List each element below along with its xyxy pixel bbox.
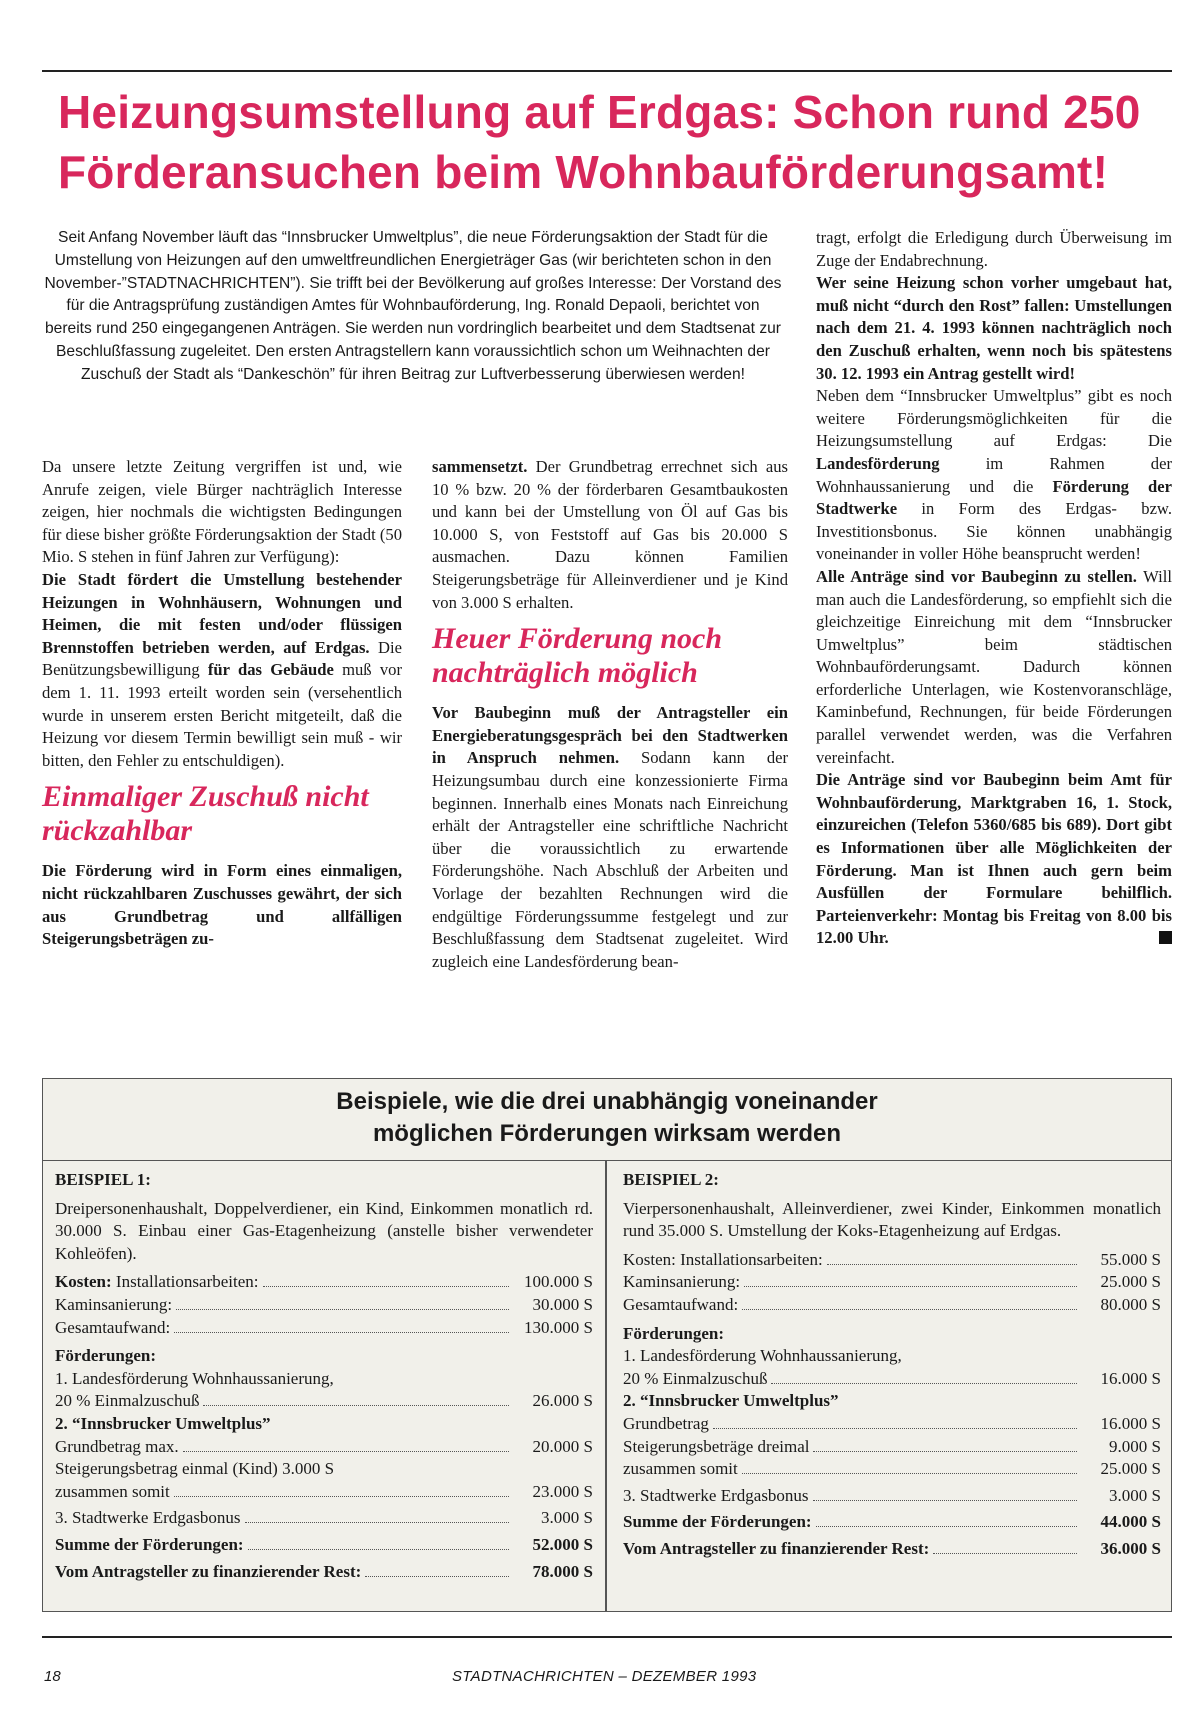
subheading: Heuer Förderung noch nachträglich möglich [432, 622, 723, 690]
subsidy-heading: 2. “Innsbrucker Umweltplus” [623, 1391, 839, 1411]
column-divider [605, 1161, 607, 1611]
rest-amount: 36.000 S [1100, 1538, 1161, 1558]
example-2 [623, 1169, 1161, 1561]
paragraph [432, 456, 788, 614]
page-number: 18 [44, 1668, 61, 1685]
paragraph [816, 385, 1172, 566]
subsidy-label: 1. Landesförderung Wohnhaussanierung, [623, 1346, 902, 1366]
text: Neben dem “Innsbrucker Umweltplus” gibt es noch weitere Förderungsmöglichkeiten für die Heizungsumstellung auf Erdgas: Die [816, 386, 1172, 451]
subsidy-row [623, 1458, 1161, 1481]
subsidy-label: Steigerungsbeträge dreimal [623, 1436, 810, 1456]
bold-text: Förderung der Stadtwerke [816, 476, 1172, 519]
end-mark-icon [1159, 931, 1172, 944]
text: muß vor dem [42, 660, 402, 702]
example-1 [55, 1169, 593, 1583]
date-text: 1. 11. 1993 [78, 682, 161, 702]
bold-text: Die Stadt fördert die Umstellung bestehender Heizungen in Wohnhäusern, Wohnungen und Heimen, die mit festen und/oder flüssigen Brennstoffen betrieben werden, auf Erdgas. [42, 569, 402, 657]
subsidy-label: 20 % Einmalzuschuß [55, 1391, 200, 1411]
cost-amount: 30.000 S [532, 1294, 593, 1314]
cost-row [623, 1249, 1161, 1272]
article-column-2 [432, 456, 788, 973]
bold-text: Die Anträge sind vor Baubeginn beim Amt für Wohnbauförderung, Marktgraben 16, 1. Stock, einzureichen (Telefon 5360/685 bis 689). Dort gibt es Informationen über alle Möglichkeiten der Förderung. Man ist Ihnen auch gern beim Ausfüllen der Formulare behilflich. Parteienverkehr: Montag bis Freitag von 8.00 bis 12.00 Uhr. [816, 770, 1172, 948]
subsidy-label: 3. Stadtwerke Erdgasbonus [55, 1508, 241, 1528]
text: im Rahmen der Wohnhaussanierung und die [816, 453, 1172, 496]
cost-row [55, 1317, 593, 1340]
sum-label: Summe der Förderungen: [55, 1534, 244, 1554]
paragraph [816, 566, 1172, 769]
example-description: Vierpersonenhaushalt, Alleinverdiener, zwei Kinder, Einkommen monatlich rund 35.000 S. Umstellung der Koks-Etagenheizung auf Erdgas. [623, 1198, 1161, 1241]
cost-row [55, 1294, 593, 1317]
subsidies-heading: Förderungen: [623, 1323, 725, 1343]
publication-footer: STADTNACHRICHTEN – DEZEMBER 1993 [452, 1668, 757, 1685]
bold-text: Die Förderung wird in Form eines einmaligen, nicht rückzahlbaren Zuschusses gewährt, der sich aus Grundbetrag und allfälligen Steigerungsbeträgen zu- [42, 861, 402, 949]
bold-text: Alle Anträge sind vor Baubeginn zu stellen. [816, 566, 1137, 586]
bottom-rule [42, 1636, 1172, 1638]
cost-label-bold: Kosten: [55, 1272, 112, 1292]
subsidy-amount: 16.000 S [1100, 1413, 1161, 1433]
rest-label: Vom Antragsteller zu finanzierender Rest: [623, 1538, 930, 1558]
example-heading: BEISPIEL 2: [623, 1170, 719, 1189]
example-description: Dreipersonenhaushalt, Doppelverdiener, ein Kind, Einkommen monatlich rd. 30.000 S. Einbau einer Gas-Etagenheizung (anstelle bisher verwendeter Kohleöfen). [55, 1198, 593, 1263]
subsidy-label: Steigerungsbetrag einmal (Kind) 3.000 S [55, 1459, 335, 1479]
article-column-1 [42, 456, 402, 951]
subsidy-label: zusammen somit [55, 1481, 170, 1501]
subsidy-amount: 3.000 S [1109, 1485, 1161, 1505]
cost-label: Kaminsanierung: [623, 1272, 741, 1292]
subsidy-row [623, 1436, 1161, 1459]
rest-amount: 78.000 S [532, 1561, 593, 1581]
subsidy-row [55, 1436, 593, 1459]
paragraph [42, 860, 402, 950]
subsidy-row [623, 1413, 1161, 1436]
subsidy-amount: 25.000 S [1100, 1459, 1161, 1479]
cost-label: Kosten: Installationsarbeiten: [623, 1249, 823, 1269]
headline-line-1: Heizungsumstellung auf Erdgas: Schon rund 250 [58, 86, 1141, 138]
cost-row [623, 1271, 1161, 1294]
paragraph [816, 272, 1172, 385]
subsidy-row [55, 1507, 593, 1530]
subsidy-amount: 26.000 S [532, 1391, 593, 1411]
examples-title-line-1: Beispiele, wie die drei unabhängig voneinander [336, 1088, 878, 1115]
bold-text: Wer seine Heizung schon vorher umgebaut hat, muß nicht “durch den Rost” fallen: Umstellungen nach dem 21. 4. 1993 können nachträglich noch den Zuschuß erhalten, wenn noch bis spätestens 30. 12. 1993 ein Antrag gestellt wird! [816, 273, 1172, 383]
cost-label: Installationsarbeiten: [111, 1272, 259, 1292]
headline [58, 82, 1168, 202]
text: Will man auch die Landesförderung, so empfiehlt sich die gleichzeitige Einreichung mit dem “Innsbrucker Umweltplus” beim städtischen Wohnbauförderungsamt. Dadurch können erforderliche Unterlagen, wie Kostenvoranschläge, Kaminbefund, Rechnungen, für beide Förderungen parallel verwendet werden, was die Verfahren vereinfacht. [816, 566, 1172, 767]
rest-row [55, 1561, 593, 1584]
bold-text: sammensetzt. [432, 457, 528, 476]
subsidy-label: 20 % Einmalzuschuß [623, 1368, 768, 1388]
subsidies-heading: Förderungen: [55, 1346, 157, 1366]
cost-label: Gesamtaufwand: [55, 1317, 171, 1337]
cost-row [55, 1271, 593, 1294]
sum-row [623, 1511, 1161, 1534]
cost-label: Kaminsanierung: [55, 1294, 173, 1314]
bold-text: Vor Baubeginn muß der Antragsteller ein Energieberatungsgespräch bei den Stadtwerken in Anspruch nehmen. [432, 703, 788, 768]
subsidy-heading: 2. “Innsbrucker Umweltplus” [55, 1413, 271, 1433]
article-column-3 [816, 227, 1172, 950]
sum-amount: 44.000 S [1100, 1512, 1161, 1532]
paragraph [42, 569, 402, 772]
text: Die Benützungsbewilligung [42, 637, 403, 680]
subsidy-label: 3. Stadtwerke Erdgasbonus [623, 1485, 809, 1505]
cost-amount: 80.000 S [1100, 1294, 1161, 1314]
examples-title [43, 1079, 1171, 1161]
intro-paragraph: Seit Anfang November läuft das “Innsbrucker Umweltplus”, die neue Förderungsaktion der Stadt für die Umstellung von Heizungen auf den umweltfreundlichen Energieträger Gas (wir berichteten schon in den November-”STADTNACHRICHTEN”). Sie trifft bei der Bevölkerung auf großes Interesse: Der Vorstand des für die Antragsprüfung zuständigen Amtes für Wohnbauförderung, Ing. Ronald Depaoli, berichtet von bereits rund 250 eingegangenen Anträgen. Sie werden nun vordringlich bearbeitet und dem Stadtsenat zur Beschlußfassung zugeleitet. Den ersten Antragstellern kann voraussichtlich schon um Weihnachten der Zuschuß der Stadt als “Dankeschön” für ihren Beitrag zur Luftverbesserung überwiesen werden! [44, 229, 782, 383]
subsidy-label: 1. Landesförderung Wohnhaussanierung, [55, 1368, 334, 1388]
sum-label: Summe der Förderungen: [623, 1512, 812, 1532]
paragraph [432, 702, 788, 973]
bold-text: Landesförderung [816, 453, 940, 473]
subsidy-amount: 16.000 S [1100, 1368, 1161, 1388]
cost-label: Gesamtaufwand: [623, 1294, 739, 1314]
examples-box [42, 1078, 1172, 1612]
text: Sodann kann der Heizungsumbau durch eine konzessionierte Firma beginnen. Innerhalb eines Monats nach Einreichung erhält der Antragsteller eine schriftliche Nachricht über die voraussichtlich zu erwartende Förderungshöhe. Nach Abschluß der Arbeiten und Vorlage der bezahlten Rechnungen wird die endgültige Förderungssumme festgelegt und zur Beschlußfassung dem Stadtsenat zugeleitet. Wird zugleich eine Landesförderung bean- [432, 748, 789, 971]
cost-amount: 130.000 S [524, 1317, 593, 1337]
rest-label: Vom Antragsteller zu finanzierender Rest: [55, 1561, 362, 1581]
subsidy-amount: 23.000 S [532, 1481, 593, 1501]
cost-amount: 55.000 S [1100, 1249, 1161, 1269]
cost-row [623, 1294, 1161, 1317]
cost-amount: 100.000 S [524, 1272, 593, 1292]
subsidy-row [623, 1368, 1161, 1391]
rest-row [623, 1538, 1161, 1561]
text: in Form des Erdgas- bzw. Investitionsbonus. Sie können unabhängig voneinander in voller Höhe beansprucht werden! [816, 499, 1172, 564]
paragraph: tragt, erfolgt die Erledigung durch Überweisung im Zuge der Endabrechnung. [816, 228, 1172, 270]
subheading: Einmaliger Zuschuß nicht rückzahlbar [42, 780, 369, 848]
sum-row [55, 1534, 593, 1557]
subsidy-amount: 9.000 S [1109, 1436, 1161, 1456]
subsidy-row [55, 1481, 593, 1504]
sum-amount: 52.000 S [532, 1534, 593, 1554]
subsidy-row [623, 1485, 1161, 1508]
bold-text: für das Gebäude [207, 660, 334, 680]
paragraph [816, 769, 1172, 950]
cost-amount: 25.000 S [1100, 1272, 1161, 1292]
headline-line-2: Förderansuchen beim Wohnbauförderungsamt! [58, 146, 1109, 198]
subsidy-label: Grundbetrag [623, 1413, 709, 1433]
paragraph: Da unsere letzte Zeitung vergriffen ist und, wie Anrufe zeigen, viele Bürger nachträglich Interesse zeigen, hier nochmals die wichtigsten Bedingungen für diese bisher größte Förderungsaktion der Stadt (50 Mio. S stehen in fünf Jahren zur Verfügung): [42, 457, 402, 567]
text: Der Grundbetrag errechnet sich aus 10 % bzw. 20 % der förderbaren Gesamtbaukosten und kann bei der Umstellung von Öl auf Gas bis 10.000 S, von Feststoff auf Gas bis 20.000 S ausmachen. Dazu können Familien Steigerungsbeträge für Alleinverdiener und je Kind von 3.000 S erhalten. [432, 457, 788, 612]
top-rule [42, 70, 1172, 72]
examples-title-line-2: möglichen Förderungen wirksam werden [372, 1120, 842, 1147]
subsidy-amount: 3.000 S [541, 1508, 593, 1528]
subsidy-label: zusammen somit [623, 1459, 738, 1479]
subsidy-row [55, 1390, 593, 1413]
subsidy-label: Grundbetrag max. [55, 1436, 179, 1456]
subsidy-amount: 20.000 S [532, 1436, 593, 1456]
example-heading: BEISPIEL 1: [55, 1170, 151, 1189]
text: erteilt worden sein (versehentlich wurde in unserem ersten Bericht mitgeteilt, daß die Heizung vor diesem Termin bewilligt sein muß - wir bitten, den Fehler zu entschuldigen). [42, 682, 402, 770]
